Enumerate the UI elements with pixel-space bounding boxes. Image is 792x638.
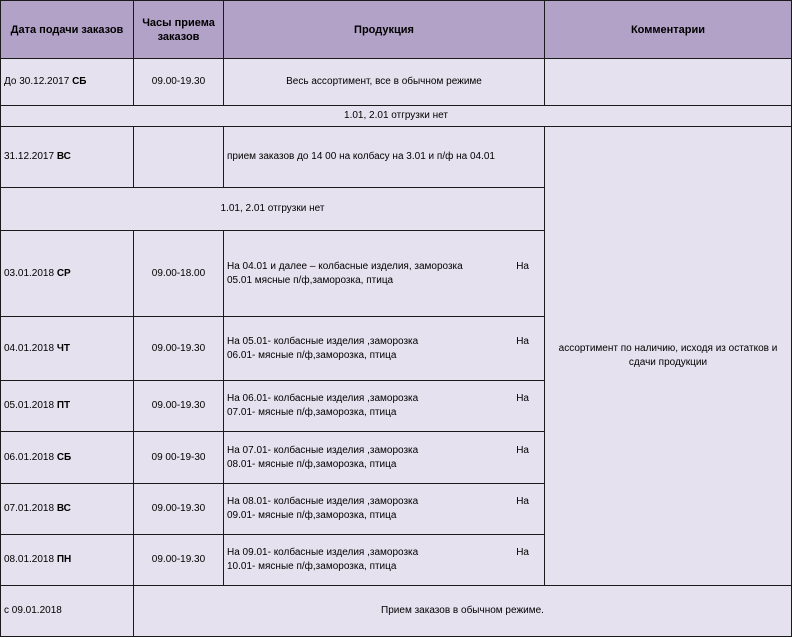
span-cell: 1.01, 2.01 отгрузки нет — [1, 106, 792, 127]
date-cell — [1, 432, 134, 484]
table-row — [1, 59, 792, 106]
product-line-1: На 05.01- колбасные изделия ,заморозка На — [227, 335, 529, 347]
date-text: 03.01.2018 — [4, 267, 57, 279]
hours-cell: 09.00-19.30 — [134, 484, 224, 535]
hours-cell: 09.00-18.00 — [134, 231, 224, 317]
hours-cell: 09.00-19.30 — [134, 59, 224, 106]
date-text: 07.01.2018 — [4, 503, 57, 514]
hours-cell: 09.00-19.30 — [134, 381, 224, 432]
product-line-2: 05.01 мясные п/ф,заморозка, птица — [227, 274, 394, 286]
products-cell: прием заказов до 14 00 на колбасу на 3.01 и п/ф на 04.01 — [224, 127, 545, 188]
comments-cell: ассортимент по наличию, исходя из остатков и сдачи продукции — [545, 127, 792, 586]
date-text: 31.12.2017 — [4, 151, 57, 162]
products-cell: Весь ассортимент, все в обычном режиме — [224, 59, 545, 106]
date-text: 04.01.2018 — [4, 342, 57, 354]
product-line-1: На 09.01- колбасные изделия ,заморозка На — [227, 547, 529, 558]
date-cell — [1, 127, 134, 188]
products-cell — [224, 317, 545, 381]
weekday-text: СБ — [56, 451, 72, 463]
hours-cell: 09 00-19-30 — [134, 432, 224, 484]
weekday-text: СБ — [72, 76, 87, 87]
products-cell — [224, 231, 545, 317]
date-cell — [1, 484, 134, 535]
product-line-2: 06.01- мясные п/ф,заморозка, птица — [227, 349, 397, 361]
date-text: 06.01.2018 — [4, 451, 57, 463]
hours-cell: 09.00-19.30 — [134, 535, 224, 586]
product-line-2: 09.01- мясные п/ф,заморозка, птица — [227, 510, 397, 521]
table-row — [1, 127, 792, 188]
product-line-2: 07.01- мясные п/ф,заморозка, птица — [227, 407, 397, 418]
date-text: До 30.12.2017 — [4, 76, 73, 87]
header-row — [1, 1, 792, 59]
product-line-1: На 06.01- колбасные изделия ,заморозка На — [227, 393, 529, 404]
table-row — [1, 586, 792, 637]
product-line-1: На 07.01- колбасные изделия ,заморозка На — [227, 444, 529, 456]
weekday-text: ВС — [56, 151, 71, 162]
hours-cell: 09.00-19.30 — [134, 317, 224, 381]
header-comments: Комментарии — [545, 1, 792, 59]
products-cell — [224, 535, 545, 586]
date-cell — [1, 59, 134, 106]
date-text: 05.01.2018 — [4, 400, 57, 411]
products-cell — [224, 432, 545, 484]
date-text: 08.01.2018 — [4, 554, 57, 565]
table-row-span — [1, 106, 792, 127]
products-cell — [224, 484, 545, 535]
date-cell — [1, 381, 134, 432]
span-cell: 1.01, 2.01 отгрузки нет — [1, 188, 545, 231]
date-cell — [1, 535, 134, 586]
products-cell — [224, 381, 545, 432]
weekday-text: ВС — [56, 503, 71, 514]
comments-cell-empty — [545, 59, 792, 106]
product-line-2: 08.01- мясные п/ф,заморозка, птица — [227, 458, 397, 470]
weekday-text: СР — [56, 267, 71, 279]
date-cell — [1, 317, 134, 381]
product-line-1: На 08.01- колбасные изделия ,заморозка На — [227, 496, 529, 507]
weekday-text: ПН — [56, 554, 72, 565]
hours-cell — [134, 127, 224, 188]
header-date: Дата подачи заказов — [1, 1, 134, 59]
weekday-text: ЧТ — [56, 342, 70, 354]
weekday-text: ПТ — [56, 400, 71, 411]
date-cell — [1, 231, 134, 317]
product-line-1: На 04.01 и далее – колбасные изделия, заморозка На — [227, 260, 529, 272]
header-hours: Часы приема заказов — [134, 1, 224, 59]
header-products: Продукция — [224, 1, 545, 59]
date-cell: с 09.01.2018 — [1, 586, 134, 637]
span-cell: Прием заказов в обычном режиме. — [134, 586, 792, 637]
product-line-2: 10.01- мясные п/ф,заморозка, птица — [227, 561, 397, 572]
